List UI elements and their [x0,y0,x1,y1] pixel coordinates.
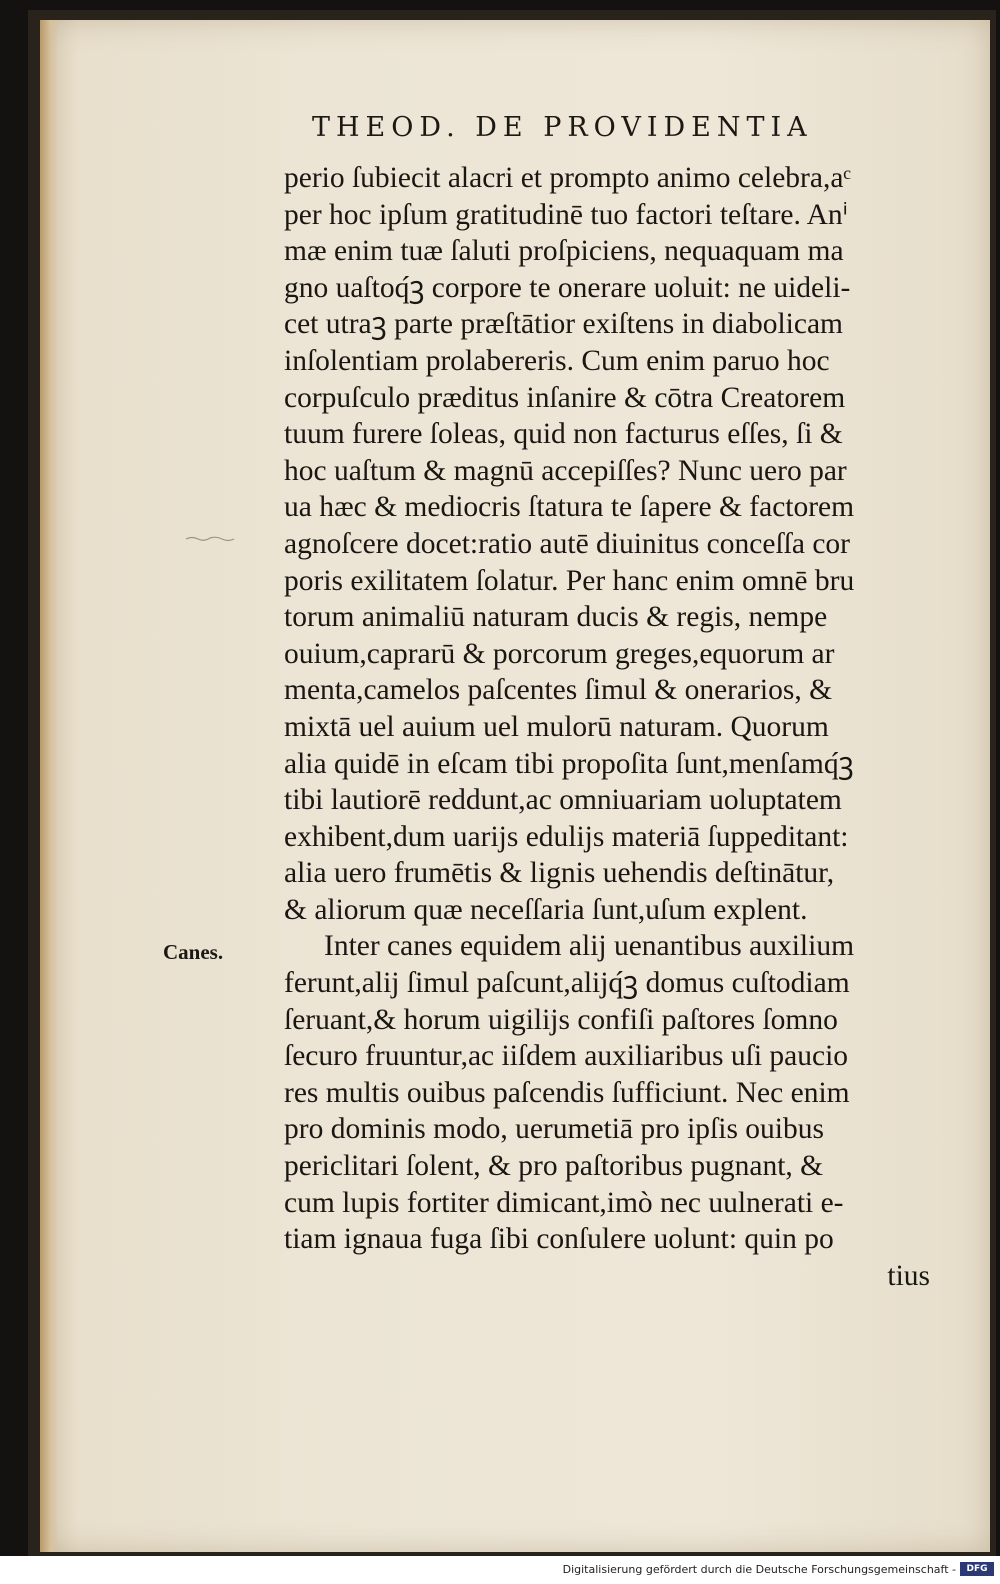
text-line: & aliorum quæ neceſſaria ſunt,uſum explent. [284,893,808,926]
text-line: hoc uaſtum & magnū accepiſſes? Nunc uero par [284,454,847,487]
page-binding-edge [40,20,58,1552]
text-line: res multis ouibus paſcendis ſufficiunt. Nec enim [284,1076,850,1109]
text-line: tibi lautiorē reddunt,ac omniuariam uoluptatem [284,784,842,817]
text-line: menta,camelos paſcentes ſimul & onerarios, & [284,674,833,707]
text-line: inſolentiam prolabereris. Cum enim paruo hoc [284,344,830,377]
text-line: ouium,caprarū & porcorum greges,equorum ar [284,637,835,670]
margin-ink-mark [184,530,244,546]
running-head: THEOD. DE PROVIDENTIA [312,112,813,143]
text-line: gno uaſtoq́ꝫ corpore te onerare uoluit: ne uideli- [284,271,851,304]
text-line: pro dominis modo, uerumetiā pro ipſis ouibus [284,1113,824,1146]
text-line: ua hæc & mediocris ſtatura te ſapere & factorem [284,491,855,524]
text-line: per hoc ipſum gratitudinē tuo factori teſtare. Anⁱ [284,198,848,231]
dfg-logo [960,1562,994,1576]
text-line: torum animaliū naturam ducis & regis, nempe [284,601,828,634]
text-line: mæ enim tuæ ſaluti proſpiciens, nequaquam ma [284,235,844,268]
margin-note: Canes. [163,940,224,964]
text-line: ſecuro fruuntur,ac iiſdem auxiliaribus uſi paucio [284,1040,849,1073]
dfg-logo-text: DFG [966,1564,988,1574]
footer-credit: Digitalisierung gefördert durch die Deutsche Forschungsgemeinschaft - [562,1563,956,1576]
text-line: periclitari ſolent, & pro paſtoribus pugnant, & [284,1150,824,1183]
text-line: poris exilitatem ſolatur. Per hanc enim omnē bru [284,564,855,597]
text-line: alia uero frumētis & lignis uehendis deſtinātur, [284,857,835,890]
text-line: perio ſubiecit alacri et prompto animo celebra,aᶜ [284,162,851,194]
text-line: ferunt,alij ſimul paſcunt,alijq́ꝫ domus cuſtodiam [284,967,850,1000]
text-line: Inter canes equidem alij uenantibus auxilium [324,930,855,963]
catchword: tius [887,1259,930,1292]
text-line: exhibent,dum uarijs edulijs materiā ſuppeditant: [284,820,849,853]
text-line: ſeruant,& horum uigilijs confiſi paſtores ſomno [284,1003,838,1036]
text-line: agnoſcere docet:ratio autē diuinitus conceſſa cor [284,527,850,560]
text-line: cet utraꝫ parte præſtātior exiſtens in diabolicam [284,308,843,341]
text-line: mixtā uel auium uel mulorū naturam. Quorum [284,710,829,743]
text-line: cum lupis fortiter dimicant,imò nec uulnerati e- [284,1186,844,1219]
text-line: alia quidē in eſcam tibi propoſita ſunt,menſamq́ꝫ [284,747,854,780]
text-line: tuum furere ſoleas, quid non facturus eſſes, ſi & [284,418,843,451]
text-line: tiam ignaua fuga ſibi conſulere uolunt: quin po [284,1223,834,1256]
text-line: corpuſculo præditus inſanire & cōtra Creatorem [284,381,846,414]
text-block [284,160,934,1294]
